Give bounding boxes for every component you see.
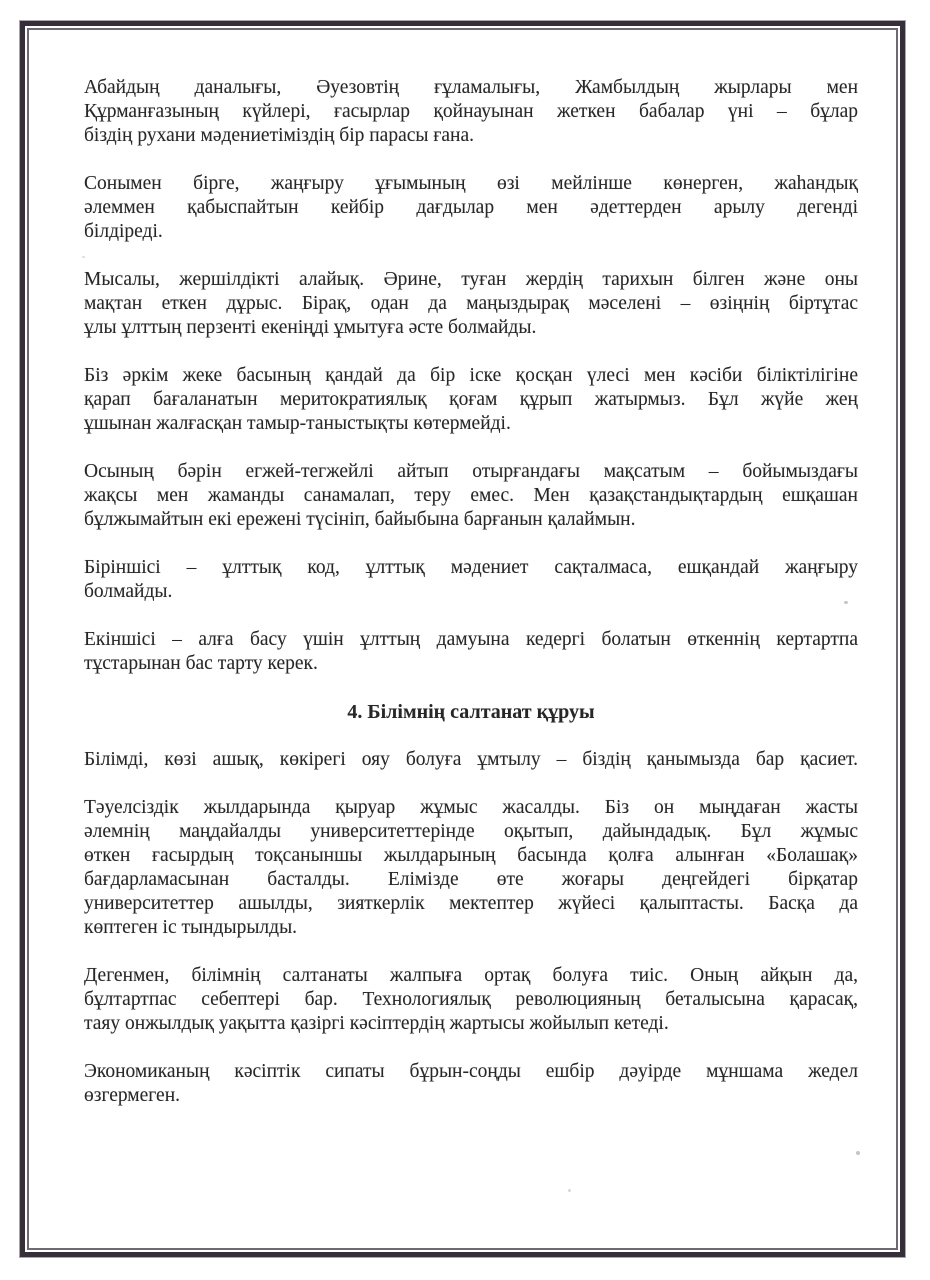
- paragraph: [84, 964, 858, 1036]
- paragraph-line: тұстарынан бас тарту керек.: [84, 653, 318, 674]
- paragraph-line: Осының бәрін егжей-тегжейлі айтып отырғандағы мақсатым – бойымыздағы: [84, 461, 858, 482]
- paragraph: [84, 1060, 858, 1108]
- paragraph-line: Дегенмен, білімнің салтанаты жалпыға ортақ болуға тиіс. Оның айқын да,: [84, 965, 858, 986]
- paragraph-line: университеттер ашылды, зияткерлік мектептер жүйесі қалыптасты. Басқа да: [84, 893, 858, 914]
- document-content: [29, 30, 896, 1248]
- paragraph-line: Біріншісі – ұлттық код, ұлттық мәдениет сақталмаса, ешқандай жаңғыру: [84, 557, 858, 578]
- paragraph-line: Мысалы, жершілдікті алайық. Әрине, туған жердің тарихын білген және оны: [84, 269, 858, 290]
- paragraph-line: қарап бағаланатын меритократиялық қоғам құрып жатырмыз. Бұл жүйе жең: [84, 389, 858, 410]
- paragraph-line: әлеммен қабыспайтын кейбір дағдылар мен әдеттерден арылу дегенді: [84, 197, 858, 218]
- paragraph-line: әлемнің маңдайалды университеттерінде оқытып, дайындадық. Бұл жұмыс: [84, 821, 858, 842]
- paragraph-line: өткен ғасырдың тоқсаныншы жылдарының басында қолға алынған «Болашақ»: [84, 845, 858, 866]
- paragraph-line: бағдарламасынан басталды. Елімізде өте жоғары деңгейдегі бірқатар: [84, 869, 858, 890]
- paragraph-line: өзгермеген.: [84, 1085, 181, 1106]
- paragraph-line: мақтан еткен дұрыс. Бірақ, одан да маңыздырақ мәселені – өзіңнің біртұтас: [84, 293, 858, 314]
- paragraph: [84, 172, 858, 244]
- paragraph-line: Сонымен бірге, жаңғыру ұғымының өзі мейлінше көнерген, жаһандық: [84, 173, 858, 194]
- paragraph-line: бұлтартпас себептері бар. Технологиялық революцияның беталысына қарасақ,: [84, 989, 858, 1010]
- paragraph-line: жақсы мен жаманды санамалап, теру емес. Мен қазақстандықтардың ешқашан: [84, 485, 858, 506]
- paragraph: [84, 556, 858, 604]
- paragraph-line: білдіреді.: [84, 221, 163, 242]
- page-border-inner-line: [27, 28, 898, 1250]
- paragraph-line: Тәуелсіздік жылдарында қыруар жұмыс жасалды. Біз он мыңдаған жасты: [84, 797, 858, 818]
- scan-speck: [82, 256, 85, 258]
- scan-speck: [568, 1189, 571, 1192]
- scan-speck: [844, 601, 848, 604]
- paragraph-line: бұлжымайтын екі ережені түсініп, байыбына барғанын қалаймын.: [84, 509, 636, 530]
- scan-speck: [856, 1151, 860, 1155]
- paragraph-line: біздің рухани мәдениетіміздің бір парасы ғана.: [84, 125, 474, 146]
- paragraph-line: Білімді, көзі ашық, көкірегі ояу болуға ұмтылу – біздің қанымызда бар қасиет.: [84, 749, 858, 770]
- paragraph: [84, 364, 858, 436]
- section-heading: [84, 700, 858, 724]
- paragraph: [84, 268, 858, 340]
- paragraph-line: ұшынан жалғасқан тамыр-таныстықты көтермейді.: [84, 413, 511, 434]
- paragraph-line: Біз әркім жеке басының қандай да бір іске қосқан үлесі мен кәсіби біліктілігіне: [84, 365, 858, 386]
- page-border-frame: [19, 20, 906, 1258]
- paragraph-line: таяу онжылдық уақытта қазіргі кәсіптердің жартысы жойылып кетеді.: [84, 1013, 669, 1034]
- heading-text: 4. Білімнің салтанат құруы: [347, 701, 595, 723]
- paragraph-line: ұлы ұлттың перзенті екеніңді ұмытуға әсте болмайды.: [84, 317, 537, 338]
- paragraph-line: Екіншісі – алға басу үшін ұлттың дамуына кедергі болатын өткеннің кертартпа: [84, 629, 858, 650]
- paragraph: [84, 628, 858, 676]
- paragraph-line: болмайды.: [84, 581, 173, 602]
- paragraph: [84, 76, 858, 148]
- paragraph-line: көптеген іс тындырылды.: [84, 917, 298, 938]
- paragraph-line: Құрманғазының күйлері, ғасырлар қойнауынан жеткен бабалар үні – бұлар: [84, 101, 858, 122]
- paragraph: [84, 748, 858, 772]
- page-border-band: [20, 21, 905, 1257]
- paragraph: [84, 796, 858, 940]
- paragraph-line: Абайдың даналығы, Әуезовтің ғұламалығы, Жамбылдың жырлары мен: [84, 77, 858, 98]
- paragraph: [84, 460, 858, 532]
- paragraph-line: Экономиканың кәсіптік сипаты бұрын-соңды ешбір дәуірде мұншама жедел: [84, 1061, 858, 1082]
